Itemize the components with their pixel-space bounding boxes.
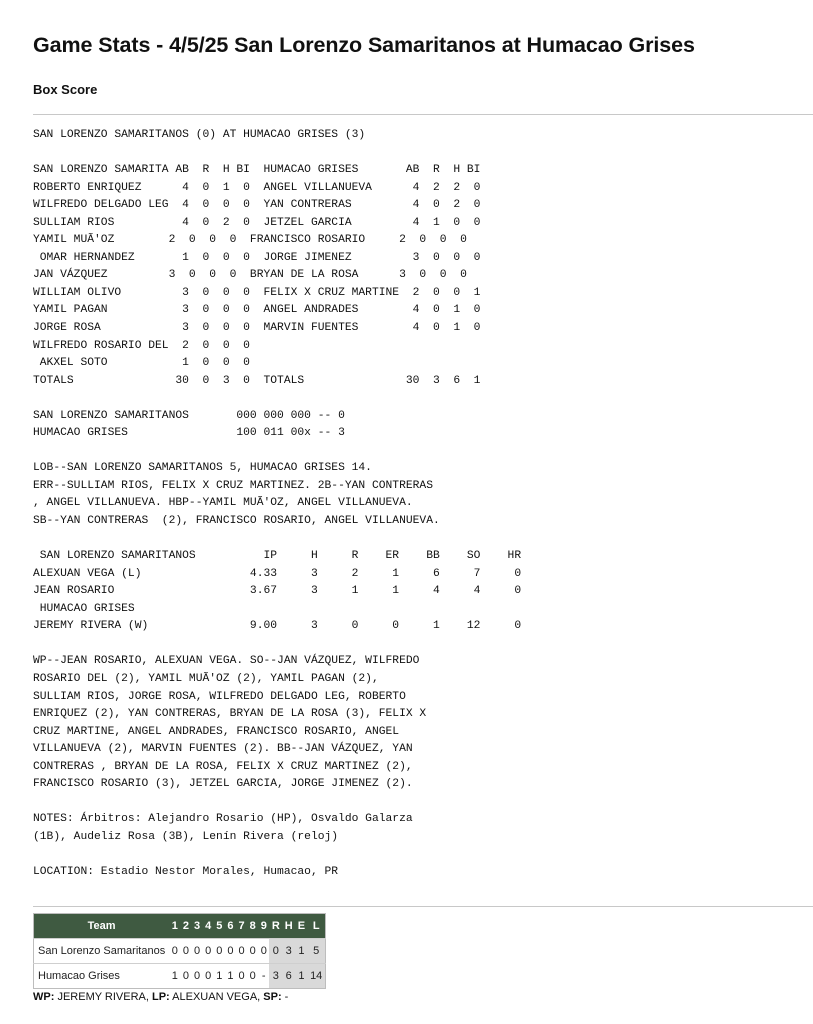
box-score-line: JORGE ROSA 3 0 0 0 MARVIN FUENTES 4 0 1 0 xyxy=(33,322,481,335)
inning-score: - xyxy=(258,964,269,989)
box-score-line: YAMIL MUÃ'OZ 2 0 0 0 FRANCISCO ROSARIO 2 0 0 0 xyxy=(33,234,467,247)
total-score: 1 xyxy=(295,939,307,964)
total-score: 1 xyxy=(295,964,307,989)
box-score-line: HUMACAO GRISES xyxy=(33,602,135,615)
pitchers-of-record xyxy=(33,991,288,1003)
box-score-line: SB--YAN CONTRERAS (2), FRANCISCO ROSARIO, ANGEL VILLANUEVA. xyxy=(33,515,440,528)
sp-label: SP: xyxy=(263,991,282,1003)
box-score-heading: Box Score xyxy=(33,82,98,97)
linescore-header-row xyxy=(34,914,326,939)
lp-value: ALEXUAN VEGA, xyxy=(169,991,264,1003)
box-score-line: WILLIAM OLIVO 3 0 0 0 FELIX X CRUZ MARTINE 2 0 0 1 xyxy=(33,286,481,299)
box-score-line: ROBERTO ENRIQUEZ 4 0 1 0 ANGEL VILLANUEVA 4 2 2 0 xyxy=(33,181,481,194)
wp-value: JEREMY RIVERA, xyxy=(54,991,152,1003)
inning-score: 0 xyxy=(180,964,191,989)
box-score-line: ERR--SULLIAM RIOS, FELIX X CRUZ MARTINEZ. 2B--YAN CONTRERAS xyxy=(33,479,433,492)
total-score: 14 xyxy=(308,964,326,989)
wp-label: WP: xyxy=(33,991,55,1003)
linescore-header-cell: H xyxy=(282,914,295,939)
linescore-header-cell: 7 xyxy=(236,914,247,939)
box-score-line: JEREMY RIVERA (W) 9.00 3 0 0 1 12 0 xyxy=(33,620,522,633)
box-score-line: AKXEL SOTO 1 0 0 0 xyxy=(33,357,250,370)
box-score-line: WILFREDO ROSARIO DEL 2 0 0 0 xyxy=(33,339,250,352)
inning-score: 0 xyxy=(191,964,202,989)
inning-score: 0 xyxy=(225,939,236,964)
linescore-header-cell: 1 xyxy=(169,914,180,939)
lp-label: LP: xyxy=(152,991,170,1003)
total-score: 3 xyxy=(282,939,295,964)
box-score-line: LOCATION: Estadio Nestor Morales, Humacao, PR xyxy=(33,865,339,878)
inning-score: 0 xyxy=(214,939,225,964)
box-score-line: , ANGEL VILLANUEVA. HBP--YAMIL MUÃ'OZ, ANGEL VILLANUEVA. xyxy=(33,497,413,510)
box-score-line: LOB--SAN LORENZO SAMARITANOS 5, HUMACAO GRISES 14. xyxy=(33,462,372,475)
box-score-line: CRUZ MARTINE, ANGEL ANDRADES, FRANCISCO ROSARIO, ANGEL xyxy=(33,725,400,738)
box-score-line: SULLIAM RIOS, JORGE ROSA, WILFREDO DELGADO LEG, ROBERTO xyxy=(33,690,406,703)
box-score-line: FRANCISCO ROSARIO (3), JETZEL GARCIA, JORGE JIMENEZ (2). xyxy=(33,778,413,791)
box-score-line: JAN VÁZQUEZ 3 0 0 0 BRYAN DE LA ROSA 3 0 0 0 xyxy=(33,269,467,282)
box-score-line: NOTES: Árbitros: Alejandro Rosario (HP), Osvaldo Galarza xyxy=(33,813,413,826)
box-score-line: WILFREDO DELGADO LEG 4 0 0 0 YAN CONTRERAS 4 0 2 0 xyxy=(33,199,481,212)
box-score-line: ROSARIO DEL (2), YAMIL MUÃ'OZ (2), YAMIL PAGAN (2), xyxy=(33,672,379,685)
bottom-divider xyxy=(33,906,813,907)
box-score-line: TOTALS 30 0 3 0 TOTALS 30 3 6 1 xyxy=(33,374,481,387)
box-score-line: YAMIL PAGAN 3 0 0 0 ANGEL ANDRADES 4 0 1 0 xyxy=(33,304,481,317)
box-score-line: SAN LORENZO SAMARITANOS (0) AT HUMACAO GRISES (3) xyxy=(33,129,366,141)
box-score-line: HUMACAO GRISES 100 011 00x -- 3 xyxy=(33,427,345,440)
inning-score: 1 xyxy=(225,964,236,989)
linescore-header-cell: 4 xyxy=(203,914,214,939)
box-score-line: SULLIAM RIOS 4 0 2 0 JETZEL GARCIA 4 1 0 0 xyxy=(33,216,481,229)
box-score-line: OMAR HERNANDEZ 1 0 0 0 JORGE JIMENEZ 3 0 0 0 xyxy=(33,251,481,264)
box-score-line: SAN LORENZO SAMARITANOS IP H R ER BB SO HR xyxy=(33,550,522,563)
linescore-header-cell: 5 xyxy=(214,914,225,939)
inning-score: 0 xyxy=(180,939,191,964)
sp-value: - xyxy=(281,991,289,1003)
total-score: 5 xyxy=(308,939,326,964)
box-score-line: VILLANUEVA (2), MARVIN FUENTES (2). BB--JAN VÁZQUEZ, YAN xyxy=(33,743,413,756)
linescore-row xyxy=(34,964,326,989)
inning-score: 0 xyxy=(247,964,258,989)
linescore-header-cell: E xyxy=(295,914,307,939)
total-score: 6 xyxy=(282,964,295,989)
linescore-header-cell: 6 xyxy=(225,914,236,939)
team-name: San Lorenzo Samaritanos xyxy=(34,939,170,964)
inning-score: 0 xyxy=(203,964,214,989)
box-score-line: JEAN ROSARIO 3.67 3 1 1 4 4 0 xyxy=(33,585,522,598)
linescore-header-cell: 2 xyxy=(180,914,191,939)
linescore-header-cell: 3 xyxy=(191,914,202,939)
box-score-line: (1B), Audeliz Rosa (3B), Lenín Rivera (reloj) xyxy=(33,830,339,843)
box-score-line: ALEXUAN VEGA (L) 4.33 3 2 1 6 7 0 xyxy=(33,567,522,580)
box-score-line: CONTRERAS , BRYAN DE LA ROSA, FELIX X CRUZ MARTINEZ (2), xyxy=(33,760,413,773)
inning-score: 0 xyxy=(191,939,202,964)
linescore-header-cell: R xyxy=(269,914,282,939)
linescore-header-cell: 9 xyxy=(258,914,269,939)
box-score-line: SAN LORENZO SAMARITANOS 000 000 000 -- 0 xyxy=(33,409,345,422)
box-score-text xyxy=(33,127,521,882)
inning-score: 0 xyxy=(247,939,258,964)
total-score: 3 xyxy=(269,964,282,989)
page-title: Game Stats - 4/5/25 San Lorenzo Samaritanos at Humacao Grises xyxy=(33,33,695,57)
inning-score: 1 xyxy=(214,964,225,989)
linescore-header-cell: 8 xyxy=(247,914,258,939)
top-divider xyxy=(33,114,813,115)
linescore-row xyxy=(34,939,326,964)
box-score-line: ENRIQUEZ (2), YAN CONTRERAS, BRYAN DE LA ROSA (3), FELIX X xyxy=(33,708,427,721)
total-score: 0 xyxy=(269,939,282,964)
inning-score: 1 xyxy=(169,964,180,989)
linescore-table xyxy=(33,913,326,989)
team-name: Humacao Grises xyxy=(34,964,170,989)
box-score-line: SAN LORENZO SAMARITA AB R H BI HUMACAO GRISES AB R H BI xyxy=(33,164,481,177)
inning-score: 0 xyxy=(236,964,247,989)
inning-score: 0 xyxy=(236,939,247,964)
box-score-line: WP--JEAN ROSARIO, ALEXUAN VEGA. SO--JAN VÁZQUEZ, WILFREDO xyxy=(33,655,420,668)
inning-score: 0 xyxy=(203,939,214,964)
inning-score: 0 xyxy=(169,939,180,964)
inning-score: 0 xyxy=(258,939,269,964)
linescore-header-cell: L xyxy=(308,914,326,939)
team-column-header: Team xyxy=(34,914,170,939)
